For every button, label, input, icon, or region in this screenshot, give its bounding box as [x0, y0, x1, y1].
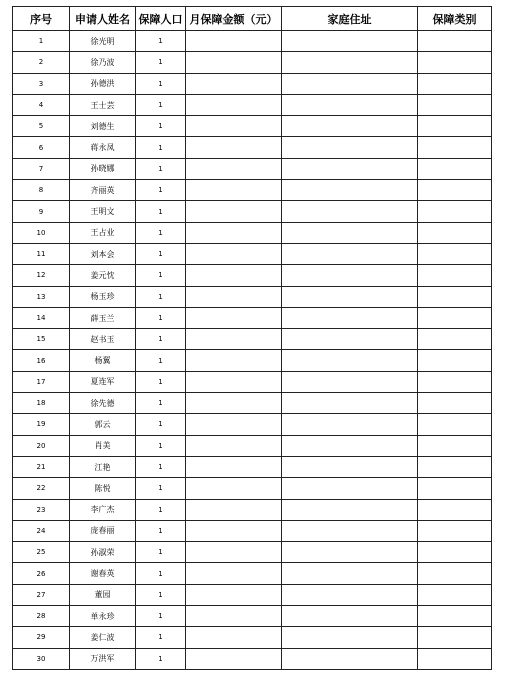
cell-coverage-type: [418, 329, 492, 350]
cell-monthly-amount: [186, 73, 282, 94]
table-row: [13, 201, 492, 222]
cell-home-address: [282, 584, 418, 605]
header-row: [13, 7, 492, 31]
cell-monthly-amount: [186, 222, 282, 243]
cell-coverage-type: [418, 286, 492, 307]
cell-seq: 25: [13, 542, 70, 563]
table-row: [13, 371, 492, 392]
table-row: [13, 456, 492, 477]
cell-seq: 30: [13, 648, 70, 669]
cell-home-address: [282, 222, 418, 243]
cell-applicant-name: 陈悦: [70, 478, 136, 499]
table-row: [13, 584, 492, 605]
table-row: [13, 31, 492, 52]
cell-covered-persons: 1: [136, 648, 186, 669]
cell-applicant-name: 杨翼: [70, 350, 136, 371]
cell-home-address: [282, 542, 418, 563]
cell-seq: 10: [13, 222, 70, 243]
cell-monthly-amount: [186, 499, 282, 520]
cell-coverage-type: [418, 606, 492, 627]
cell-covered-persons: 1: [136, 243, 186, 264]
cell-home-address: [282, 627, 418, 648]
cell-coverage-type: [418, 222, 492, 243]
cell-applicant-name: 徐乃波: [70, 52, 136, 73]
cell-coverage-type: [418, 52, 492, 73]
cell-coverage-type: [418, 31, 492, 52]
cell-applicant-name: 王士芸: [70, 94, 136, 115]
cell-applicant-name: 肖美: [70, 435, 136, 456]
cell-seq: 9: [13, 201, 70, 222]
cell-monthly-amount: [186, 201, 282, 222]
cell-seq: 8: [13, 180, 70, 201]
cell-home-address: [282, 307, 418, 328]
cell-seq: 11: [13, 243, 70, 264]
cell-home-address: [282, 73, 418, 94]
cell-monthly-amount: [186, 520, 282, 541]
cell-applicant-name: 薛玉兰: [70, 307, 136, 328]
cell-applicant-name: 郭云: [70, 414, 136, 435]
cell-applicant-name: 徐先德: [70, 393, 136, 414]
cell-seq: 19: [13, 414, 70, 435]
cell-home-address: [282, 393, 418, 414]
cell-covered-persons: 1: [136, 94, 186, 115]
cell-monthly-amount: [186, 456, 282, 477]
cell-seq: 6: [13, 137, 70, 158]
table-row: [13, 329, 492, 350]
cell-home-address: [282, 180, 418, 201]
cell-monthly-amount: [186, 606, 282, 627]
cell-applicant-name: 蒋永凤: [70, 137, 136, 158]
cell-applicant-name: 杨玉珍: [70, 286, 136, 307]
table-row: [13, 414, 492, 435]
cell-seq: 21: [13, 456, 70, 477]
cell-covered-persons: 1: [136, 307, 186, 328]
cell-coverage-type: [418, 180, 492, 201]
table-row: [13, 137, 492, 158]
cell-monthly-amount: [186, 158, 282, 179]
cell-coverage-type: [418, 456, 492, 477]
cell-home-address: [282, 201, 418, 222]
cell-covered-persons: 1: [136, 520, 186, 541]
cell-home-address: [282, 648, 418, 669]
table-row: [13, 222, 492, 243]
cell-seq: 15: [13, 329, 70, 350]
cell-covered-persons: 1: [136, 116, 186, 137]
cell-covered-persons: 1: [136, 31, 186, 52]
header-seq: 序号: [13, 7, 70, 31]
cell-seq: 7: [13, 158, 70, 179]
cell-coverage-type: [418, 520, 492, 541]
table-row: [13, 563, 492, 584]
header-coverage-type: 保障类别: [418, 7, 492, 31]
cell-covered-persons: 1: [136, 606, 186, 627]
cell-covered-persons: 1: [136, 329, 186, 350]
cell-applicant-name: 徐光明: [70, 31, 136, 52]
table-row: [13, 73, 492, 94]
table-row: [13, 180, 492, 201]
table-row: [13, 116, 492, 137]
cell-home-address: [282, 435, 418, 456]
cell-applicant-name: 王占业: [70, 222, 136, 243]
cell-home-address: [282, 520, 418, 541]
cell-covered-persons: 1: [136, 371, 186, 392]
cell-covered-persons: 1: [136, 499, 186, 520]
cell-coverage-type: [418, 94, 492, 115]
cell-coverage-type: [418, 627, 492, 648]
cell-coverage-type: [418, 73, 492, 94]
cell-seq: 27: [13, 584, 70, 605]
cell-monthly-amount: [186, 94, 282, 115]
header-applicant-name: 申请人姓名: [70, 7, 136, 31]
cell-applicant-name: 夏连军: [70, 371, 136, 392]
cell-applicant-name: 万洪军: [70, 648, 136, 669]
table-row: [13, 542, 492, 563]
cell-monthly-amount: [186, 116, 282, 137]
cell-home-address: [282, 137, 418, 158]
table-row: [13, 286, 492, 307]
cell-applicant-name: 王明文: [70, 201, 136, 222]
cell-covered-persons: 1: [136, 265, 186, 286]
cell-coverage-type: [418, 414, 492, 435]
cell-coverage-type: [418, 307, 492, 328]
cell-seq: 17: [13, 371, 70, 392]
cell-seq: 29: [13, 627, 70, 648]
cell-covered-persons: 1: [136, 286, 186, 307]
cell-monthly-amount: [186, 265, 282, 286]
cell-coverage-type: [418, 478, 492, 499]
cell-covered-persons: 1: [136, 393, 186, 414]
cell-coverage-type: [418, 371, 492, 392]
cell-home-address: [282, 499, 418, 520]
cell-home-address: [282, 371, 418, 392]
header-monthly-amount: 月保障金额（元）: [186, 7, 282, 31]
cell-applicant-name: 刘德生: [70, 116, 136, 137]
cell-monthly-amount: [186, 31, 282, 52]
cell-applicant-name: 董园: [70, 584, 136, 605]
cell-home-address: [282, 456, 418, 477]
cell-coverage-type: [418, 243, 492, 264]
table-row: [13, 648, 492, 669]
cell-applicant-name: 姜仁波: [70, 627, 136, 648]
cell-monthly-amount: [186, 478, 282, 499]
cell-applicant-name: 李广杰: [70, 499, 136, 520]
cell-coverage-type: [418, 563, 492, 584]
cell-monthly-amount: [186, 627, 282, 648]
cell-seq: 22: [13, 478, 70, 499]
cell-covered-persons: 1: [136, 350, 186, 371]
table-row: [13, 307, 492, 328]
cell-covered-persons: 1: [136, 222, 186, 243]
cell-monthly-amount: [186, 350, 282, 371]
cell-coverage-type: [418, 158, 492, 179]
cell-monthly-amount: [186, 52, 282, 73]
cell-covered-persons: 1: [136, 435, 186, 456]
cell-monthly-amount: [186, 563, 282, 584]
cell-covered-persons: 1: [136, 584, 186, 605]
cell-coverage-type: [418, 542, 492, 563]
cell-seq: 28: [13, 606, 70, 627]
table-row: [13, 499, 492, 520]
cell-covered-persons: 1: [136, 456, 186, 477]
table-row: [13, 606, 492, 627]
cell-coverage-type: [418, 499, 492, 520]
cell-home-address: [282, 286, 418, 307]
table-body: [13, 31, 492, 670]
cell-coverage-type: [418, 137, 492, 158]
cell-home-address: [282, 563, 418, 584]
cell-home-address: [282, 94, 418, 115]
cell-coverage-type: [418, 350, 492, 371]
cell-monthly-amount: [186, 329, 282, 350]
cell-monthly-amount: [186, 414, 282, 435]
cell-monthly-amount: [186, 243, 282, 264]
cell-seq: 12: [13, 265, 70, 286]
cell-covered-persons: 1: [136, 52, 186, 73]
cell-covered-persons: 1: [136, 478, 186, 499]
cell-seq: 16: [13, 350, 70, 371]
cell-seq: 18: [13, 393, 70, 414]
cell-coverage-type: [418, 435, 492, 456]
header-covered-persons: 保障人口: [136, 7, 186, 31]
cell-seq: 20: [13, 435, 70, 456]
cell-seq: 5: [13, 116, 70, 137]
cell-monthly-amount: [186, 137, 282, 158]
cell-seq: 24: [13, 520, 70, 541]
cell-monthly-amount: [186, 584, 282, 605]
cell-home-address: [282, 158, 418, 179]
cell-coverage-type: [418, 265, 492, 286]
cell-covered-persons: 1: [136, 542, 186, 563]
cell-monthly-amount: [186, 648, 282, 669]
cell-covered-persons: 1: [136, 137, 186, 158]
cell-coverage-type: [418, 201, 492, 222]
cell-covered-persons: 1: [136, 201, 186, 222]
header-home-address: 家庭住址: [282, 7, 418, 31]
cell-home-address: [282, 116, 418, 137]
cell-coverage-type: [418, 116, 492, 137]
cell-applicant-name: 谢春英: [70, 563, 136, 584]
cell-seq: 1: [13, 31, 70, 52]
cell-home-address: [282, 265, 418, 286]
cell-applicant-name: 赵书玉: [70, 329, 136, 350]
cell-seq: 13: [13, 286, 70, 307]
cell-home-address: [282, 414, 418, 435]
cell-applicant-name: 孙晓娜: [70, 158, 136, 179]
cell-monthly-amount: [186, 286, 282, 307]
cell-monthly-amount: [186, 180, 282, 201]
cell-home-address: [282, 606, 418, 627]
cell-home-address: [282, 243, 418, 264]
table-row: [13, 393, 492, 414]
cell-covered-persons: 1: [136, 627, 186, 648]
cell-applicant-name: 庞春丽: [70, 520, 136, 541]
cell-coverage-type: [418, 584, 492, 605]
cell-seq: 2: [13, 52, 70, 73]
table-row: [13, 520, 492, 541]
cell-applicant-name: 单永珍: [70, 606, 136, 627]
cell-applicant-name: 孙淑荣: [70, 542, 136, 563]
table-row: [13, 627, 492, 648]
cell-coverage-type: [418, 648, 492, 669]
table-row: [13, 478, 492, 499]
cell-covered-persons: 1: [136, 180, 186, 201]
table-row: [13, 435, 492, 456]
cell-applicant-name: 姜元忱: [70, 265, 136, 286]
table-row: [13, 243, 492, 264]
cell-applicant-name: 江艳: [70, 456, 136, 477]
cell-seq: 3: [13, 73, 70, 94]
cell-covered-persons: 1: [136, 158, 186, 179]
cell-seq: 23: [13, 499, 70, 520]
table-row: [13, 52, 492, 73]
cell-home-address: [282, 478, 418, 499]
welfare-roster-table: [12, 6, 492, 670]
cell-applicant-name: 齐丽英: [70, 180, 136, 201]
table-row: [13, 94, 492, 115]
cell-monthly-amount: [186, 307, 282, 328]
cell-applicant-name: 孙德洪: [70, 73, 136, 94]
cell-home-address: [282, 31, 418, 52]
cell-covered-persons: 1: [136, 73, 186, 94]
cell-seq: 14: [13, 307, 70, 328]
cell-covered-persons: 1: [136, 414, 186, 435]
cell-seq: 26: [13, 563, 70, 584]
table-row: [13, 350, 492, 371]
cell-monthly-amount: [186, 542, 282, 563]
cell-home-address: [282, 329, 418, 350]
cell-home-address: [282, 350, 418, 371]
cell-covered-persons: 1: [136, 563, 186, 584]
cell-monthly-amount: [186, 393, 282, 414]
cell-coverage-type: [418, 393, 492, 414]
cell-seq: 4: [13, 94, 70, 115]
cell-monthly-amount: [186, 371, 282, 392]
table-row: [13, 158, 492, 179]
cell-applicant-name: 刘本会: [70, 243, 136, 264]
cell-home-address: [282, 52, 418, 73]
table-row: [13, 265, 492, 286]
cell-monthly-amount: [186, 435, 282, 456]
